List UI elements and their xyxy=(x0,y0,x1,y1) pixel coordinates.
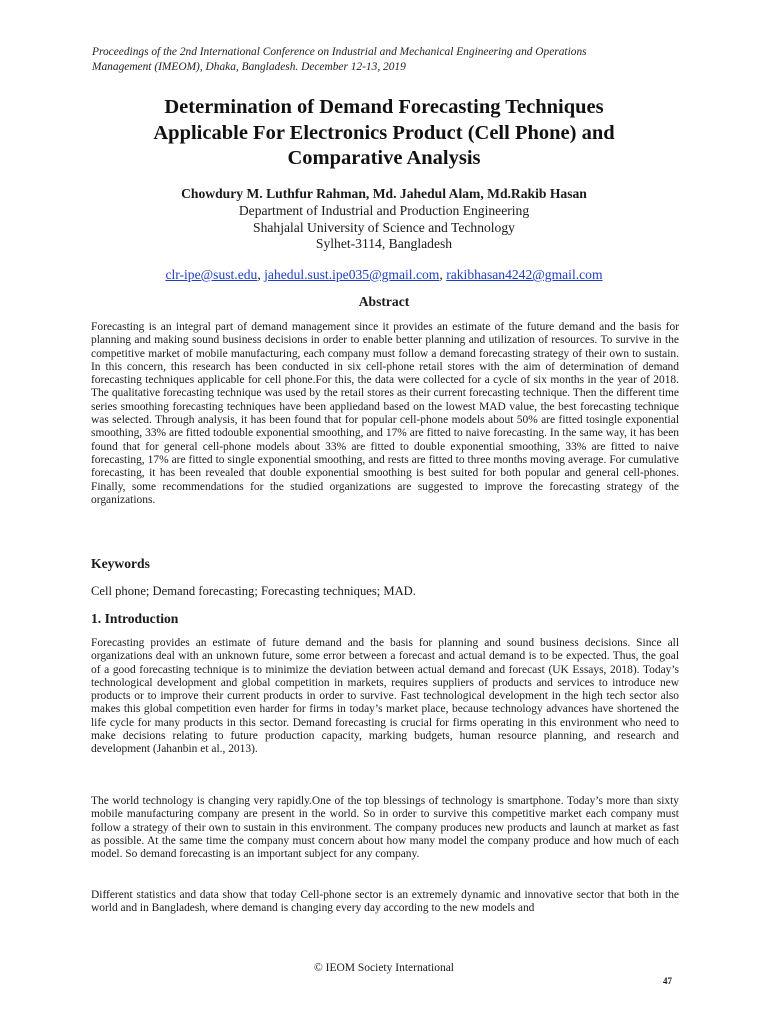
header-line-1: Proceedings of the 2nd International Conference on Industrial and Mechanical Engineering and Operations xyxy=(92,46,587,58)
author-emails: clr-ipe@sust.edu, jahedul.sust.ipe035@gmail.com, rakibhasan4242@gmail.com xyxy=(165,267,603,282)
introduction-paragraph-1: Forecasting provides an estimate of future demand and the basis for planning and sound business decisions. Since all organizations deal with an unknown future, some error between a forecast and actual demand is to be expected. Thus, the goal of a good forecasting technique is to minimize the deviation between actual demand and forecast (UK Essays, 2018). Today’s technological development and global competition in markets, requires suppliers of products and services to introduce new products or to improve their current products in order to survive. Fast technological development in the high tech sector also makes this global competition even harder for firms in today’s market place, because technology advances have shortened the life cycle for many products in this sector. Demand forecasting is crucial for firms operating in this environment who need to make decisions relating to future production capacity, marking budgets, human resource planning, and research and development (Jahanbin et al., 2013). xyxy=(91,637,679,756)
proceedings-header xyxy=(92,45,692,75)
email-link-3[interactable]: rakibhasan4242@gmail.com xyxy=(446,267,603,282)
paper-title xyxy=(80,95,688,172)
email-link-2[interactable]: jahedul.sust.ipe035@gmail.com xyxy=(264,267,440,282)
affiliation-city: Sylhet-3114, Bangladesh xyxy=(315,236,453,251)
keywords-text: Cell phone; Demand forecasting; Forecasting techniques; MAD. xyxy=(91,584,416,598)
abstract-text: Forecasting is an integral part of demand management since it provides an estimate of the future demand and the basis for planning and making sound business decisions in order to enable better planning and utilization of resources. To survive in the competitive market of mobile manufacturing, each company must follow a demand forecasting strategy of their own to sustain. In this concern, this research has been conducted in six cell-phone retail stores with the aim of determination of demand forecasting techniques applicable for cell phone.For this, the data were collected for a cycle of six months in the year of 2018. The qualitative forecasting technique was used by the retail stores as their current forecasting technique. Then the different time series smoothing forecasting techniques have been appliedand based on the lowest MAD value, the best forecasting technique was selected. Through analysis, it has been found that for popular cell-phone models about 50% are fitted tosingle exponential smoothing, 33% are fitted todouble exponential smoothing, and 17% are fitted to naive forecasting. In the same way, it has been found that for general cell-phone models about 33% are fitted to double exponential smoothing, 33% are fitted to naive forecasting, 17% are fitted to single exponential smoothing, and rests are fitted to three months moving average. For cumulative forecasting, it has been revealed that double exponential smoothing is best suited for both popular and general cell-phones. Finally, some recommendations for the studied organizations are suggested to improve the forecasting strategy of the organizations. xyxy=(91,321,679,506)
header-line-2: Management (IMEOM), Dhaka, Bangladesh. December 12-13, 2019 xyxy=(92,61,406,73)
title-line-3: Comparative Analysis xyxy=(287,147,481,169)
introduction-paragraph-2: The world technology is changing very rapidly.One of the top blessings of technology is smartphone. Today’s more than sixty mobile manufacturing company are present in the world. So in order to survive this competitive market each company must follow a strategy of their own to sustain in this environment. The company produces new products and launch at market as fast as possible. At the same time the company must concern about how many model the company produce and how much of each model. So demand forecasting is an important subject for any company. xyxy=(91,795,679,861)
page-number: 47 xyxy=(663,976,672,986)
footer-copyright: © IEOM Society International xyxy=(314,962,454,974)
email-link-1[interactable]: clr-ipe@sust.edu xyxy=(165,267,258,282)
introduction-heading: 1. Introduction xyxy=(91,611,179,626)
introduction-paragraph-3: Different statistics and data show that today Cell-phone sector is an extremely dynamic and innovative sector that both in the world and in Bangladesh, where demand is changing every day according to the new models and xyxy=(91,889,679,915)
keywords-heading: Keywords xyxy=(91,556,150,571)
author-list: Chowdury M. Luthfur Rahman, Md. Jahedul Alam, Md.Rakib Hasan xyxy=(181,186,587,201)
affiliation-department: Department of Industrial and Production Engineering xyxy=(238,203,530,218)
affiliation xyxy=(80,203,688,253)
title-line-2: Applicable For Electronics Product (Cell Phone) and xyxy=(153,121,615,144)
title-line-1: Determination of Demand Forecasting Techniques xyxy=(164,96,604,118)
affiliation-university: Shahjalal University of Science and Technology xyxy=(253,219,515,235)
abstract-heading: Abstract xyxy=(358,294,410,309)
